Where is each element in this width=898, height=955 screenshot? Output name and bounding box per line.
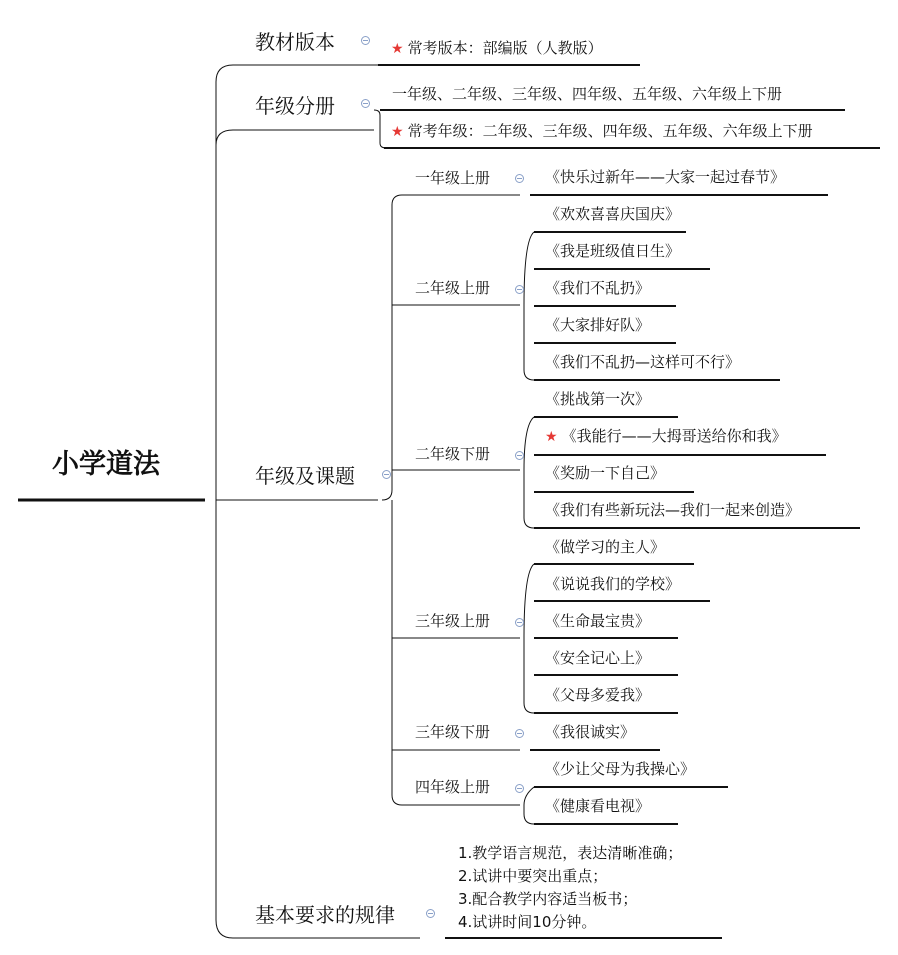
collapse-icon[interactable]: [515, 285, 524, 294]
collapse-icon[interactable]: [515, 618, 524, 627]
collapse-icon[interactable]: [426, 909, 435, 918]
root-topic[interactable]: 小学道法: [52, 449, 160, 480]
grade-group-label[interactable]: 三年级上册: [415, 612, 491, 630]
grade-group-label[interactable]: 二年级上册: [415, 279, 491, 297]
lesson-item[interactable]: 《我很诚实》: [545, 723, 636, 741]
edition-item-text: 常考版本：部编版（人教版）: [407, 39, 603, 57]
lesson-item[interactable]: 《说说我们的学校》: [545, 575, 681, 593]
star-icon: ★: [545, 429, 558, 445]
lesson-item[interactable]: 《我们不乱扔—这样可不行》: [545, 353, 741, 371]
collapse-icon[interactable]: [515, 729, 524, 738]
lesson-item[interactable]: 《我是班级值日生》: [545, 242, 681, 260]
lesson-item[interactable]: 《大家排好队》: [545, 316, 651, 334]
grade-group-label[interactable]: 三年级下册: [415, 723, 491, 741]
lesson-item[interactable]: [545, 429, 787, 444]
requirement-line: 4.试讲时间10分钟。: [458, 913, 597, 931]
lesson-item[interactable]: 《安全记心上》: [545, 649, 651, 667]
branch-topics[interactable]: 年级及课题: [255, 464, 355, 488]
star-icon: ★: [391, 41, 404, 57]
lesson-item[interactable]: 《父母多爱我》: [545, 686, 651, 704]
collapse-icon[interactable]: [515, 174, 524, 183]
requirements-list[interactable]: [458, 842, 682, 934]
edition-item[interactable]: [391, 41, 603, 56]
branch-grades[interactable]: 年级分册: [255, 94, 335, 118]
grade-group-label[interactable]: 四年级上册: [415, 778, 491, 796]
collapse-icon[interactable]: [515, 451, 524, 460]
grade-group-label[interactable]: 一年级上册: [415, 169, 491, 187]
lesson-item-text: 《我能行——大拇哥送给你和我》: [561, 427, 787, 445]
branch-requirements[interactable]: 基本要求的规律: [255, 903, 395, 927]
collapse-icon[interactable]: [382, 470, 391, 479]
collapse-icon[interactable]: [361, 99, 370, 108]
lesson-item[interactable]: 《生命最宝贵》: [545, 612, 651, 630]
grade-group-label[interactable]: 二年级下册: [415, 445, 491, 463]
lesson-item[interactable]: 《挑战第一次》: [545, 390, 651, 408]
star-icon: ★: [391, 124, 404, 140]
branch-edition[interactable]: 教材版本: [255, 30, 335, 54]
requirement-line: 3.配合教学内容适当板书；: [458, 890, 638, 908]
lesson-item[interactable]: 《奖励一下自己》: [545, 464, 666, 482]
lesson-item[interactable]: 《少让父母为我操心》: [545, 760, 696, 778]
grades-item[interactable]: [391, 124, 813, 139]
lesson-item[interactable]: 《我们不乱扔》: [545, 279, 651, 297]
collapse-icon[interactable]: [361, 36, 370, 45]
collapse-icon[interactable]: [515, 784, 524, 793]
requirement-line: 2.试讲中要突出重点；: [458, 867, 608, 885]
lesson-item[interactable]: 《欢欢喜喜庆国庆》: [545, 205, 681, 223]
lesson-item[interactable]: 《健康看电视》: [545, 797, 651, 815]
requirement-line: 1.教学语言规范，表达清晰准确；: [458, 844, 683, 862]
grades-item[interactable]: 一年级、二年级、三年级、四年级、五年级、六年级上下册: [392, 85, 783, 103]
grades-item-text: 常考年级：二年级、三年级、四年级、五年级、六年级上下册: [407, 122, 813, 140]
lesson-item[interactable]: 《我们有些新玩法—我们一起来创造》: [545, 501, 801, 519]
lesson-item[interactable]: 《做学习的主人》: [545, 538, 666, 556]
lesson-item[interactable]: 《快乐过新年——大家一起过春节》: [545, 168, 786, 186]
